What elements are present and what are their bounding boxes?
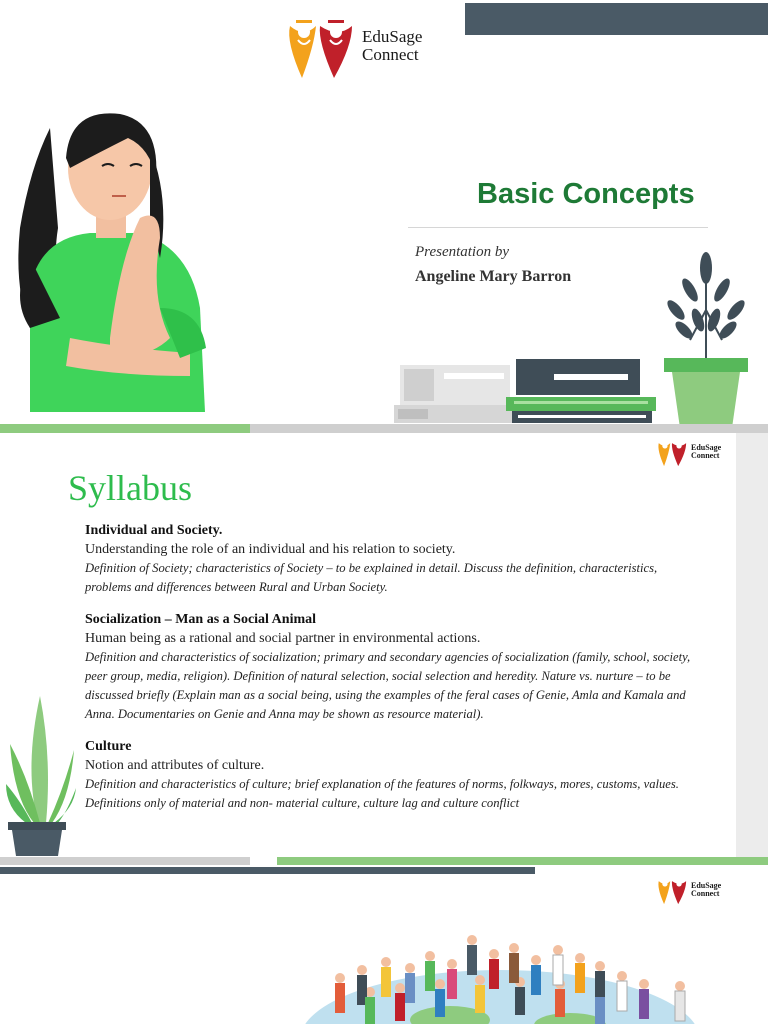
slide1-bottom-strip-accent: [0, 424, 250, 433]
brand-name-line2: Connect: [691, 889, 720, 898]
slide2-bottom-strip-gray: [0, 857, 250, 865]
slide-people: [0, 875, 768, 1024]
brand-name-line1: EduSage: [691, 442, 722, 452]
syllabus-section: [85, 610, 697, 724]
brand-name-line1: EduSage: [362, 27, 423, 47]
top-accent-bar: [465, 3, 768, 35]
brand-logo-small: [656, 437, 721, 467]
right-side-panel: [736, 433, 768, 858]
logo-icon: [284, 12, 356, 80]
section-description: Definition and characteristics of culture; brief explanation of the features of norms, folkways, mores, customs, values. Definitions only of material and non- material culture, culture lag and culture conflict: [85, 777, 679, 810]
syllabus-section: [85, 737, 697, 813]
crowd-globe-illustration: [300, 930, 700, 1024]
slide2-bottom-strip-green: [277, 857, 768, 865]
section-description: Definition of Society; characteristics of Society – to be explained in detail. Discuss the definition, characteristics, problems and differences between Rural and Urban Society.: [85, 561, 658, 594]
books-illustration: [394, 355, 656, 425]
slide2-bottom-strip-dark: [0, 867, 535, 874]
title-divider: [408, 227, 708, 228]
presented-by-label: Presentation by: [415, 244, 510, 260]
slide-title: [0, 0, 768, 433]
section-subtitle: Notion and attributes of culture.: [85, 758, 265, 773]
logo-icon: [656, 875, 688, 905]
brand-logo-small: [656, 875, 721, 905]
syllabus-content: [85, 521, 697, 826]
author-name: Angeline Mary Barron: [415, 268, 572, 285]
logo-icon: [656, 437, 688, 467]
brand-name-line1: EduSage: [691, 880, 722, 890]
potted-plant-illustration: [660, 250, 752, 428]
section-title: Socialization – Man as a Social Animal: [85, 612, 317, 627]
section-title: Culture: [85, 739, 132, 754]
woman-thinking-illustration: [10, 108, 210, 412]
syllabus-section: [85, 521, 697, 597]
section-description: Definition and characteristics of socialization; primary and secondary agencies of socialization (family, school, society, peer group, media, religion). Definition of natural selection, social selection and heredity. Nature vs. nurture – to be discussed briefly (Explain man as a social being, using the examples of the feral cases of Genie, Amla and Kamala and Anna. Documentaries on Genie and Anna may be shown as resource material).: [85, 650, 691, 721]
brand-name-line2: Connect: [362, 45, 419, 64]
brand-logo: [284, 12, 422, 80]
section-subtitle: Human being as a rational and social partner in environmental actions.: [85, 631, 481, 646]
section-subtitle: Understanding the role of an individual and his relation to society.: [85, 542, 456, 557]
syllabus-heading: Syllabus: [68, 468, 193, 508]
brand-name-line2: Connect: [691, 451, 720, 460]
snake-plant-illustration: [4, 688, 78, 858]
slide1-bottom-strip: [0, 424, 768, 433]
section-title: Individual and Society.: [85, 523, 223, 538]
slide-syllabus: [0, 433, 768, 873]
slide-title-text: Basic Concepts: [477, 178, 695, 210]
